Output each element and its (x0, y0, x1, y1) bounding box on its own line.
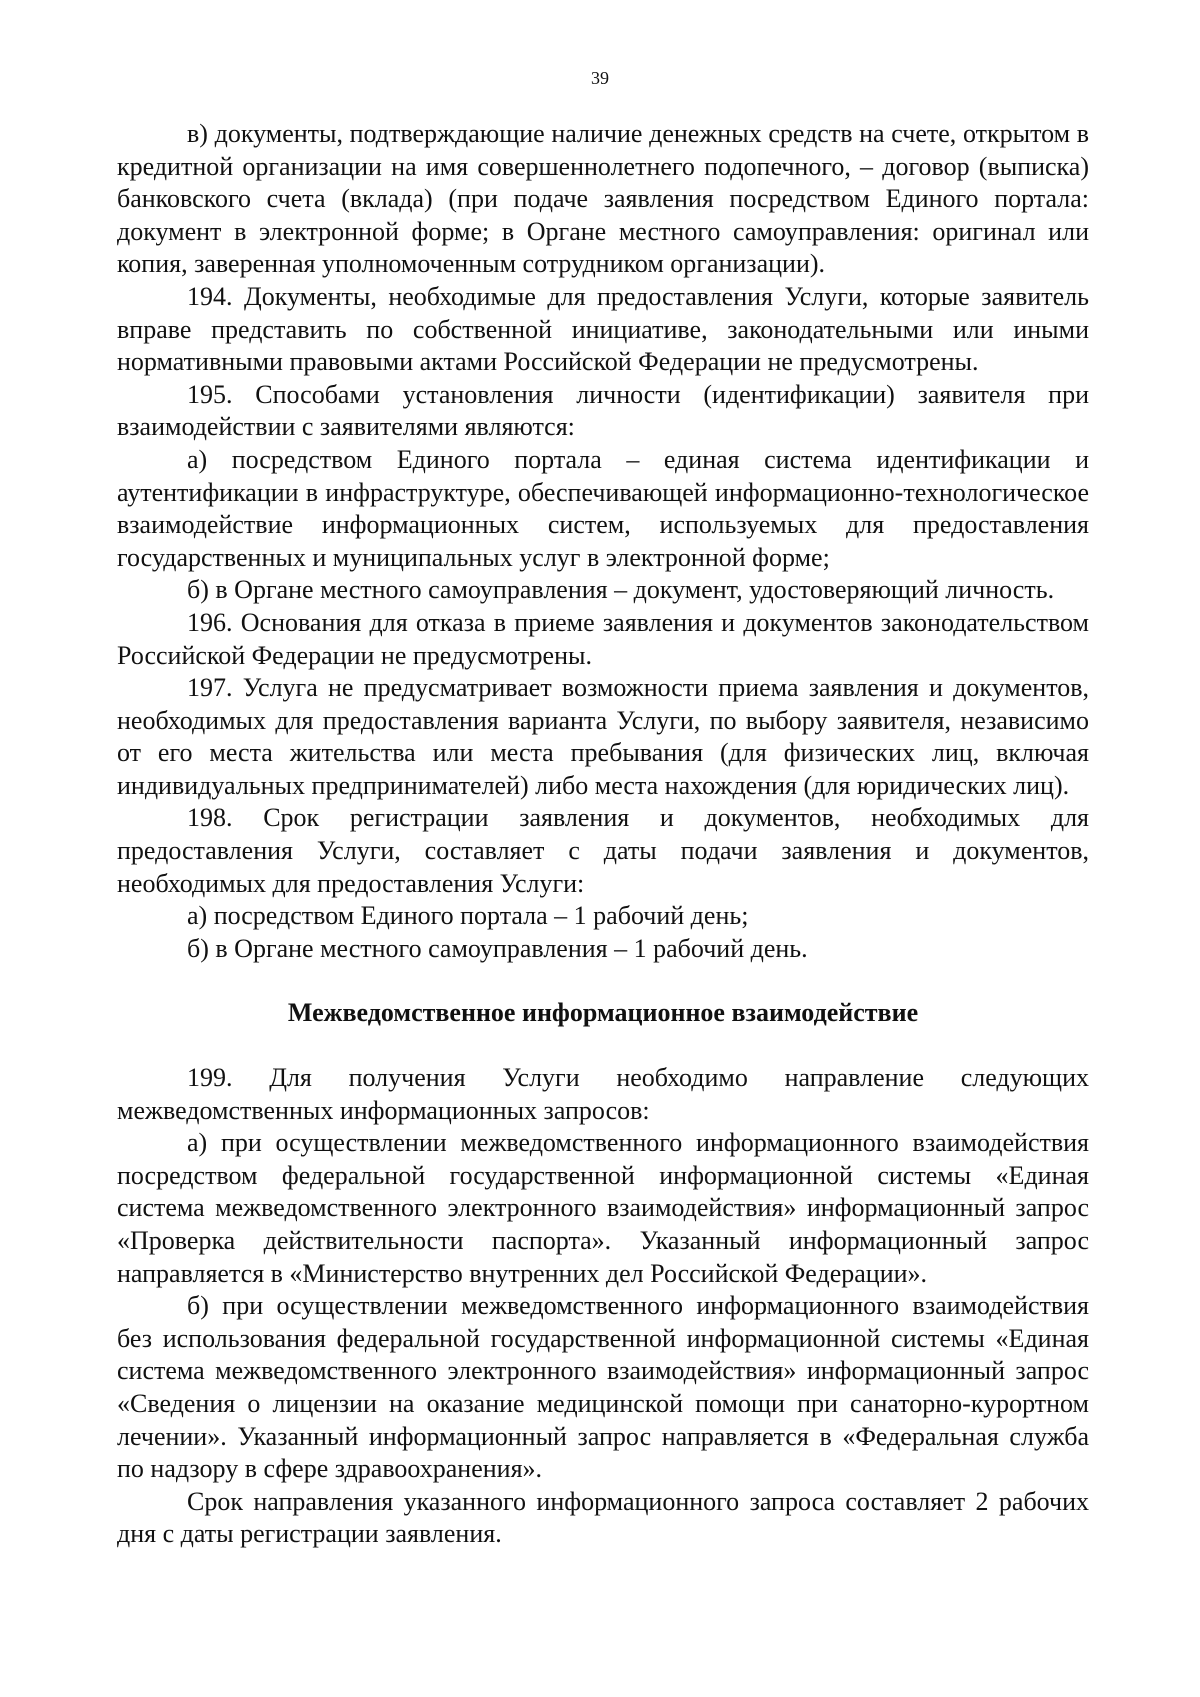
paragraph-194: 194. Документы, необходимые для предоставления Услуги, которые заявитель вправе представить по собственной инициативе, законодательными или иными нормативными правовыми актами Российской Федерации не предусмотрены. (117, 281, 1089, 377)
paragraph-v-documents: в) документы, подтверждающие наличие денежных средств на счете, открытом в кредитной организации на имя совершеннолетнего подопечного, – договор (выписка) банковского счета (вклада) (при подаче заявления посредством Единого портала: документ в электронной форме; в Органе местного самоуправления: оригинал или копия, заверенная уполномоченным сотрудником организации). (117, 119, 1089, 279)
paragraph-198-a: а) посредством Единого портала – 1 рабочий день; (187, 901, 749, 931)
paragraph-195-b: б) в Органе местного самоуправления – документ, удостоверяющий личность. (187, 575, 1055, 605)
paragraph-198-b: б) в Органе местного самоуправления – 1 рабочий день. (187, 933, 808, 963)
paragraph-198: 198. Срок регистрации заявления и документов, необходимых для предоставления Услуги, составляет с даты подачи заявления и документов, необходимых для предоставления Услуги: (117, 803, 1089, 898)
paragraph-199-b: б) при осуществлении межведомственного информационного взаимодействия без использования федеральной государственной информационной системы «Единая система межведомственного электронного взаимодействия» информационный запрос «Сведения о лицензии на оказание медицинской помощи при санаторно-курортном лечении». Указанный информационный запрос направляется в «Федеральная служба по надзору в сфере здравоохранения». (117, 1291, 1089, 1484)
paragraph-request-deadline: Срок направления указанного информационного запроса составляет 2 рабочих дня с даты регистрации заявления. (117, 1486, 1089, 1549)
paragraph-199: 199. Для получения Услуги необходимо направление следующих межведомственных информационных запросов: (117, 1063, 1089, 1125)
paragraph-196: 196. Основания для отказа в приеме заявления и документов законодательством Российской Федерации не предусмотрены. (117, 607, 1089, 670)
paragraph-199-a: а) при осуществлении межведомственного информационного взаимодействия посредством федеральной государственной информационной системы «Единая система межведомственного электронного взаимодействия» информационный запрос «Проверка действительности паспорта». Указанный информационный запрос направляется в «Министерство внутренних дел Российской Федерации». (117, 1128, 1089, 1288)
document-body (117, 118, 1089, 1551)
paragraph-195-a: а) посредством Единого портала – единая система идентификации и аутентификации в инфраструктуре, обеспечивающей информационно-технологическое взаимодействие информационных систем, используемых для предоставления государственных и муниципальных услуг в электронной форме; (117, 444, 1089, 572)
paragraph-197: 197. Услуга не предусматривает возможности приема заявления и документов, необходимых для предоставления варианта Услуги, по выбору заявителя, независимо от его места жительства или места пребывания (для физических лиц, включая индивидуальных предпринимателей) либо места нахождения (для юридических лиц). (117, 673, 1089, 800)
section-heading: Межведомственное информационное взаимодействие (287, 998, 919, 1028)
page-number: 39 (591, 68, 609, 88)
paragraph-195: 195. Способами установления личности (идентификации) заявителя при взаимодействии с заявителями являются: (117, 379, 1089, 442)
